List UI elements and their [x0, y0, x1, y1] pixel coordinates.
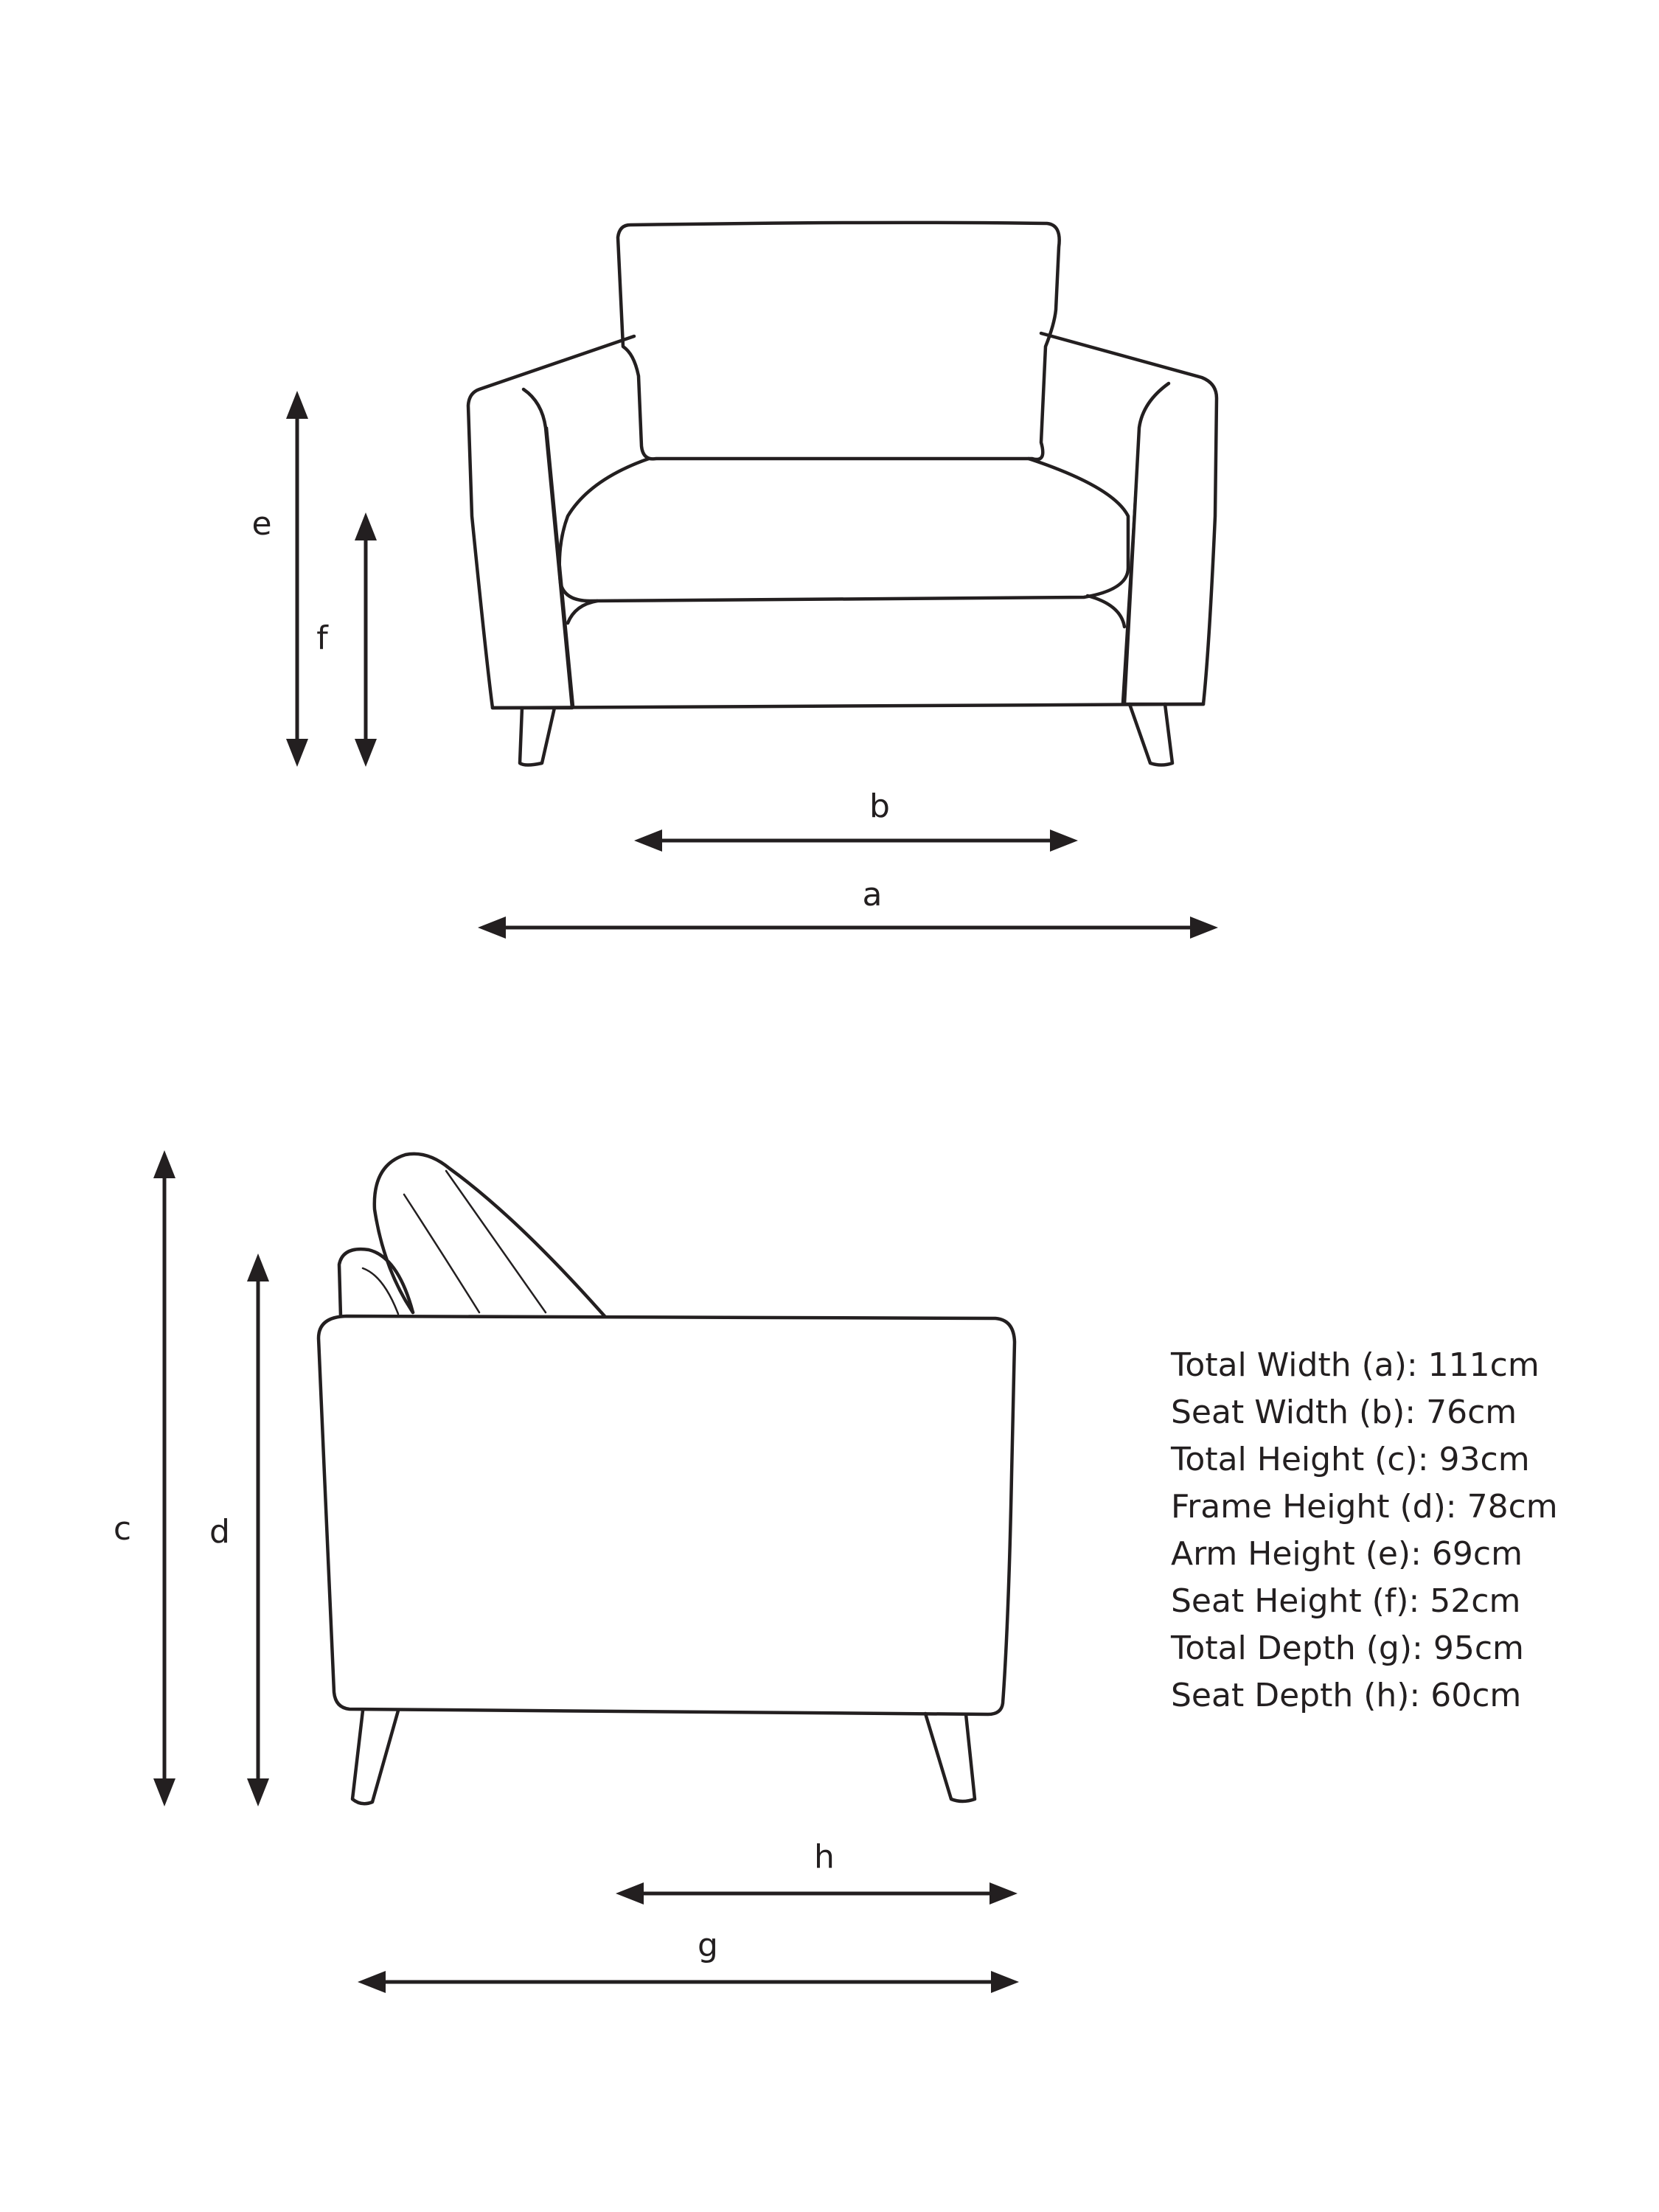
label-e: e — [251, 505, 272, 543]
spec-frame-height: Frame Height (d): 78cm — [1171, 1488, 1558, 1526]
label-h: h — [814, 1838, 835, 1876]
label-d: d — [209, 1513, 230, 1551]
dimension-d — [209, 1253, 269, 1806]
front-bottom-line — [493, 704, 1203, 708]
dimension-b — [634, 787, 1078, 852]
side-front-leg — [352, 1711, 398, 1804]
side-body-outline — [319, 1316, 1015, 1714]
spec-seat-depth: Seat Depth (h): 60cm — [1171, 1677, 1522, 1714]
side-back-pad — [339, 1249, 413, 1316]
label-f: f — [316, 619, 328, 657]
front-left-leg — [520, 708, 554, 765]
back-cushion-outline — [618, 223, 1060, 459]
dimension-a — [478, 876, 1218, 939]
spec-seat-height: Seat Height (f): 52cm — [1171, 1582, 1521, 1620]
front-view-armchair — [468, 223, 1217, 765]
label-a: a — [862, 876, 883, 914]
dimension-h — [616, 1838, 1018, 1905]
side-back-cushion — [375, 1154, 605, 1316]
spec-arm-height: Arm Height (e): 69cm — [1171, 1535, 1523, 1573]
dimension-c — [114, 1150, 175, 1806]
side-rear-leg — [925, 1714, 975, 1801]
side-back-cushion-fold — [446, 1171, 546, 1312]
left-arm-outline — [468, 336, 634, 708]
label-c: c — [113, 1510, 132, 1548]
spec-total-height: Total Height (c): 93cm — [1171, 1441, 1530, 1478]
spec-seat-width: Seat Width (b): 76cm — [1171, 1394, 1517, 1431]
dimension-e — [251, 391, 308, 767]
front-right-leg — [1130, 704, 1172, 765]
spec-total-depth: Total Depth (g): 95cm — [1171, 1630, 1524, 1667]
side-back-cushion-line — [404, 1194, 479, 1312]
label-g: g — [698, 1927, 718, 1964]
spec-total-width: Total Width (a): 111cm — [1171, 1346, 1540, 1384]
label-b: b — [869, 787, 890, 825]
right-arm-inner-line — [1122, 428, 1139, 703]
seat-cushion-outline — [560, 459, 1128, 601]
dimension-specs-list — [1171, 1342, 1558, 1719]
dimension-g — [358, 1927, 1019, 1993]
dimension-f — [316, 512, 377, 767]
side-view-armchair — [319, 1154, 1015, 1804]
